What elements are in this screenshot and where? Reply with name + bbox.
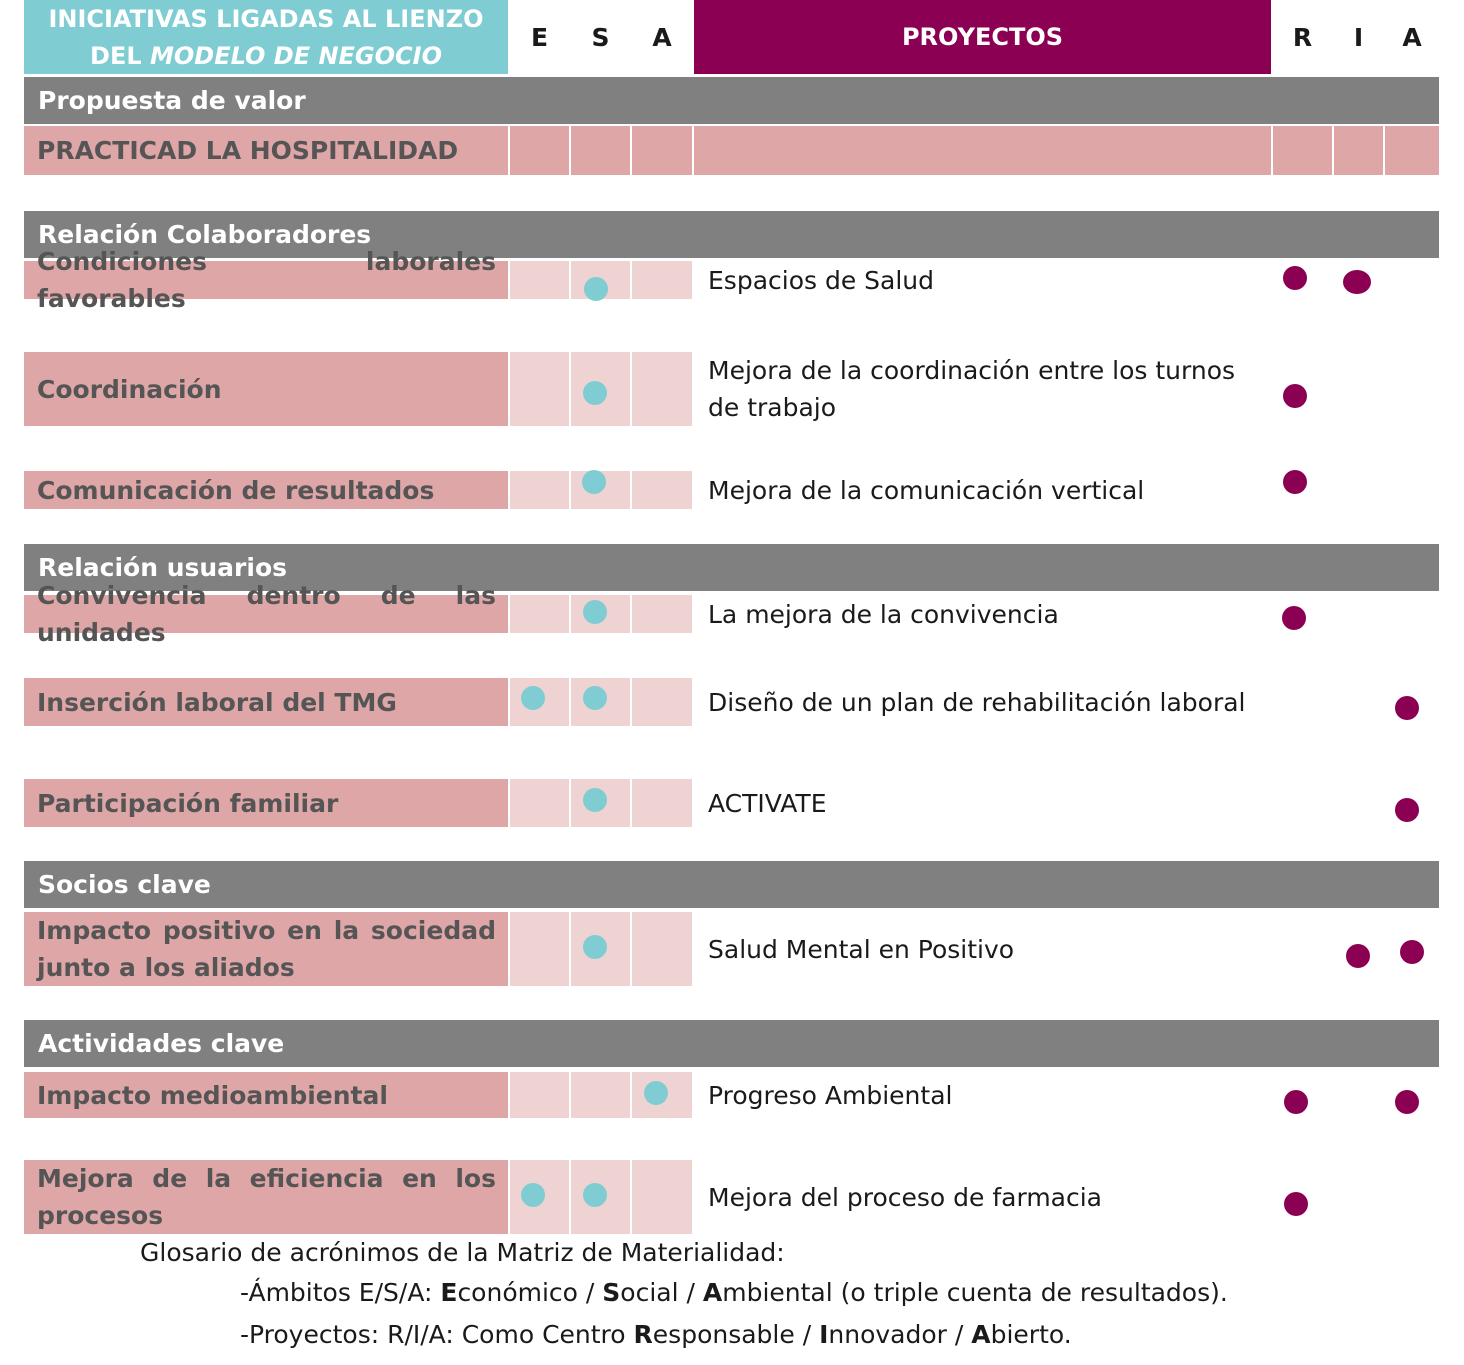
- cell-r2-e: [510, 352, 569, 426]
- cell-r5-a: [632, 678, 692, 726]
- header-initiatives-line1: INICIATIVAS LIGADAS AL LIENZO: [48, 5, 484, 33]
- project-progreso-ambiental: Progreso Ambiental: [694, 1072, 1271, 1118]
- header-a: A: [632, 0, 692, 74]
- dot-r7-s: [583, 935, 607, 959]
- cell-r5-r: [1273, 678, 1332, 726]
- cell-hosp-r: [1273, 126, 1332, 175]
- dot-r9-r: [1284, 1192, 1308, 1216]
- dot-r5-e: [521, 686, 545, 710]
- dot-r6-s: [583, 788, 607, 812]
- cell-r7-e: [510, 912, 569, 986]
- project-comunicacion-vertical: Mejora de la comunicación vertical: [694, 471, 1271, 509]
- cell-r4-i: [1334, 595, 1383, 633]
- cell-r5-i: [1334, 678, 1383, 726]
- cell-r4-a: [632, 595, 692, 633]
- cell-r6-r: [1273, 779, 1332, 827]
- dot-r5-s: [583, 686, 607, 710]
- initiative-participacion-familiar: Participación familiar: [24, 779, 508, 827]
- cell-r3-a: [632, 471, 692, 509]
- cell-r9-a: [632, 1160, 692, 1234]
- initiative-comunicacion-resultados: Comunicación de resultados: [24, 471, 508, 509]
- cell-r3-e: [510, 471, 569, 509]
- cell-r1-a: [632, 261, 692, 299]
- header-i: I: [1334, 0, 1383, 74]
- cell-r2-a: [632, 352, 692, 426]
- initiative-eficiencia-procesos: Mejora de la eficiencia en los procesos: [24, 1160, 508, 1234]
- cell-hosp-project: [694, 126, 1271, 175]
- initiative-insercion-laboral: Inserción laboral del TMG: [24, 678, 508, 726]
- dot-r8-a: [644, 1081, 668, 1105]
- project-proceso-farmacia: Mejora del proceso de farmacia: [694, 1160, 1271, 1234]
- dot-r8-r: [1284, 1090, 1308, 1114]
- dot-r7-a2: [1400, 940, 1424, 964]
- cell-r8-e: [510, 1072, 569, 1118]
- glossary-title: Glosario de acrónimos de la Matriz de Materialidad:: [140, 1238, 785, 1267]
- initiative-impacto-medioambiental: Impacto medioambiental: [24, 1072, 508, 1118]
- header-s: S: [571, 0, 630, 74]
- initiative-impacto-sociedad: Impacto positivo en la sociedad junto a los aliados: [24, 912, 508, 986]
- glossary-line-proyectos: -Proyectos: R/I/A: Como Centro Responsable / Innovador / Abierto.: [240, 1320, 1072, 1349]
- header-a2: A: [1385, 0, 1439, 74]
- dot-r2-s: [583, 381, 607, 405]
- cell-r8-s: [571, 1072, 630, 1118]
- cell-r6-e: [510, 779, 569, 827]
- header-e: E: [510, 0, 569, 74]
- cell-r4-a2: [1385, 595, 1439, 633]
- cell-r2-a2: [1385, 352, 1439, 426]
- section-relacion-usuarios: Relación usuarios: [24, 544, 1439, 591]
- dot-r4-r: [1282, 606, 1306, 630]
- initiative-hospitalidad: PRACTICAD LA HOSPITALIDAD: [24, 126, 508, 175]
- header-initiatives-line2: DEL MODELO DE NEGOCIO: [90, 42, 442, 70]
- section-socios-clave: Socios clave: [24, 861, 1439, 908]
- cell-hosp-a2: [1385, 126, 1439, 175]
- section-actividades-clave: Actividades clave: [24, 1020, 1439, 1067]
- cell-r1-a2: [1385, 261, 1439, 299]
- project-salud-mental-positivo: Salud Mental en Positivo: [694, 912, 1271, 986]
- project-espacios-salud: Espacios de Salud: [694, 261, 1271, 299]
- cell-r9-i: [1334, 1160, 1383, 1234]
- dot-r2-r: [1283, 384, 1307, 408]
- cell-r7-a: [632, 912, 692, 986]
- dot-r1-s: [584, 277, 608, 301]
- cell-hosp-s: [571, 126, 630, 175]
- cell-r9-a2: [1385, 1160, 1439, 1234]
- cell-r3-a2: [1385, 471, 1439, 509]
- dot-r8-a2: [1395, 1090, 1419, 1114]
- dot-r1-i: [1343, 270, 1371, 294]
- section-relacion-colaboradores: Relación Colaboradores: [24, 211, 1439, 258]
- glossary-line-ambitos: -Ámbitos E/S/A: Económico / Social / Ambiental (o triple cuenta de resultados).: [240, 1278, 1228, 1307]
- dot-r9-s: [583, 1183, 607, 1207]
- cell-r3-i: [1334, 471, 1383, 509]
- project-activate: ACTIVATE: [694, 779, 1271, 827]
- initiative-condiciones-laborales: Condiciones laborales favorables: [24, 261, 508, 299]
- cell-r6-a: [632, 779, 692, 827]
- section-propuesta-valor: Propuesta de valor: [24, 77, 1439, 124]
- initiative-coordinacion: Coordinación: [24, 352, 508, 426]
- header-r: R: [1273, 0, 1332, 74]
- cell-hosp-i: [1334, 126, 1383, 175]
- dot-r7-i: [1346, 944, 1370, 968]
- cell-hosp-e: [510, 126, 569, 175]
- cell-hosp-a: [632, 126, 692, 175]
- project-coordinacion-turnos: Mejora de la coordinación entre los turnos de trabajo: [694, 352, 1271, 426]
- dot-r5-a2: [1395, 696, 1419, 720]
- initiative-convivencia: Convivencia dentro de las unidades: [24, 595, 508, 633]
- cell-r1-e: [510, 261, 569, 299]
- cell-r4-e: [510, 595, 569, 633]
- header-projects: PROYECTOS: [694, 0, 1271, 74]
- dot-r6-a2: [1395, 798, 1419, 822]
- dot-r4-s: [583, 600, 607, 624]
- dot-r1-r: [1283, 266, 1307, 290]
- cell-r8-i: [1334, 1072, 1383, 1118]
- dot-r9-e: [521, 1183, 545, 1207]
- project-mejora-convivencia: La mejora de la convivencia: [694, 595, 1271, 633]
- header-initiatives: [24, 0, 508, 74]
- cell-r2-i: [1334, 352, 1383, 426]
- dot-r3-s: [582, 470, 606, 494]
- dot-r3-r: [1283, 470, 1307, 494]
- cell-r7-r: [1273, 912, 1332, 986]
- cell-r6-i: [1334, 779, 1383, 827]
- project-rehabilitacion-laboral: Diseño de un plan de rehabilitación laboral: [694, 678, 1271, 726]
